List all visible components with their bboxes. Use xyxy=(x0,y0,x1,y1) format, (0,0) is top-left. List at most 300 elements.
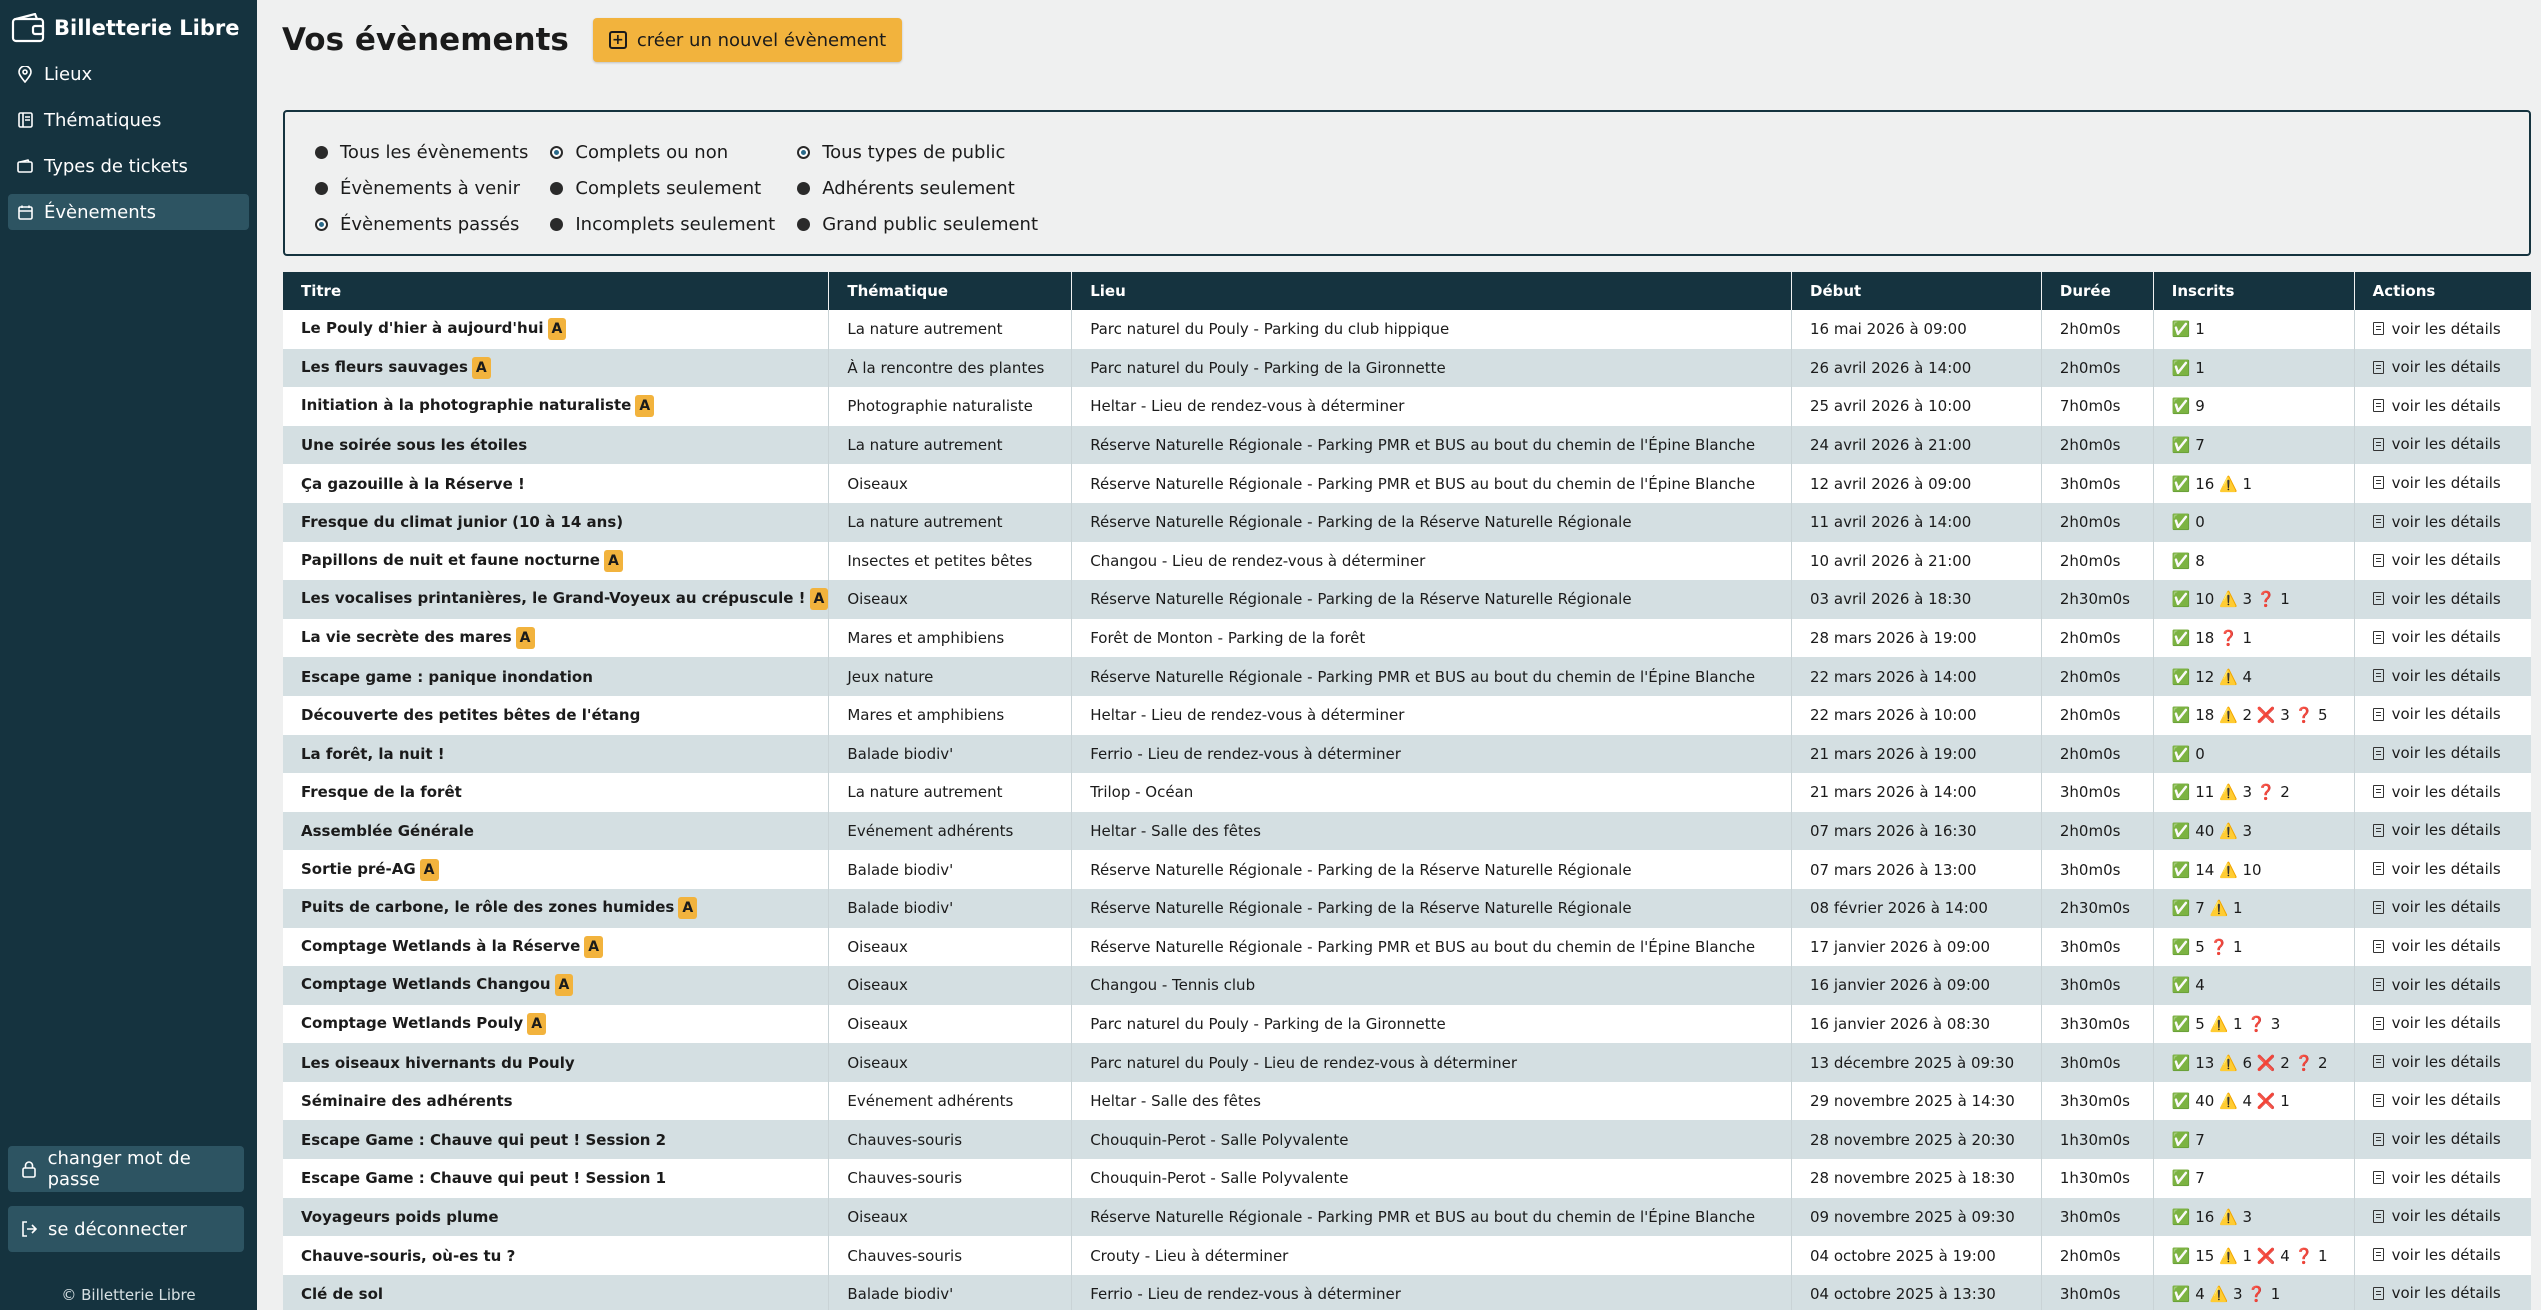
view-details-link[interactable] xyxy=(2373,821,2501,839)
document-icon xyxy=(2373,785,2384,798)
view-details-link[interactable] xyxy=(2373,397,2501,415)
sidebar-item-label: Types de tickets xyxy=(44,155,188,177)
document-icon xyxy=(2373,592,2384,605)
table-row[interactable] xyxy=(283,1198,2531,1237)
table-row[interactable] xyxy=(283,966,2531,1005)
create-event-label: créer un nouvel évènement xyxy=(636,29,887,51)
view-details-link[interactable] xyxy=(2373,1284,2501,1302)
cell-start: 13 décembre 2025 à 09:30 xyxy=(1792,1043,2042,1082)
cell-duration: 3h30m0s xyxy=(2041,1005,2153,1044)
cell-theme: Oiseaux xyxy=(829,966,1072,1005)
table-row[interactable] xyxy=(283,735,2531,774)
members-badge: A xyxy=(555,974,574,996)
cell-theme: Oiseaux xyxy=(829,1198,1072,1237)
radio-label: Complets ou non xyxy=(575,141,729,163)
cell-actions xyxy=(2354,735,2531,774)
cell-title xyxy=(283,1198,829,1237)
members-badge: A xyxy=(810,588,829,610)
table-row[interactable] xyxy=(283,1275,2531,1310)
cell-theme: Photographie naturaliste xyxy=(829,387,1072,426)
cell-title xyxy=(283,1159,829,1198)
view-details-link[interactable] xyxy=(2373,937,2501,955)
cell-duration: 3h0m0s xyxy=(2041,1198,2153,1237)
book-icon xyxy=(16,111,34,129)
view-details-label: voir les détails xyxy=(2391,821,2501,840)
view-details-label: voir les détails xyxy=(2391,859,2501,878)
table-row[interactable] xyxy=(283,773,2531,812)
cell-place: Heltar - Lieu de rendez-vous à déterminer xyxy=(1072,387,1792,426)
brand[interactable] xyxy=(0,0,257,56)
filter-past-events[interactable] xyxy=(315,206,528,242)
cell-duration: 2h30m0s xyxy=(2041,889,2153,928)
cell-place: Chouquin-Perot - Salle Polyvalente xyxy=(1072,1120,1792,1159)
filter-general-public-only[interactable] xyxy=(797,206,1038,242)
document-icon xyxy=(2373,824,2384,837)
cell-place: Ferrio - Lieu de rendez-vous à déterminer xyxy=(1072,735,1792,774)
column-header-theme[interactable]: Thématique xyxy=(829,272,1072,310)
cell-place: Réserve Naturelle Régionale - Parking de la Réserve Naturelle Régionale xyxy=(1072,580,1792,619)
document-icon xyxy=(2373,747,2384,760)
sidebar-item-evenements[interactable] xyxy=(8,194,249,230)
filter-group-fullness xyxy=(550,134,775,254)
cell-theme: Mares et amphibiens xyxy=(829,619,1072,658)
radio-label: Complets seulement xyxy=(575,177,762,199)
cell-actions xyxy=(2354,426,2531,465)
cell-start: 28 novembre 2025 à 18:30 xyxy=(1792,1159,2042,1198)
cell-title xyxy=(283,1236,829,1275)
cell-signups: ✅ 4 ⚠️ 3 ❓ 1 xyxy=(2153,1275,2354,1310)
cell-theme: Chauves-souris xyxy=(829,1159,1072,1198)
view-details-label: voir les détails xyxy=(2391,1284,2501,1303)
event-title: Les vocalises printanières, le Grand-Voyeux au crépuscule ! xyxy=(301,589,806,608)
cell-theme: À la rencontre des plantes xyxy=(829,349,1072,388)
cell-place: Forêt de Monton - Parking de la forêt xyxy=(1072,619,1792,658)
table-row[interactable] xyxy=(283,1120,2531,1159)
cell-title xyxy=(283,657,829,696)
cell-start: 16 janvier 2026 à 09:00 xyxy=(1792,966,2042,1005)
cell-place: Réserve Naturelle Régionale - Parking PMR et BUS au bout du chemin de l'Épine Blanche xyxy=(1072,464,1792,503)
filter-incomplete-only[interactable] xyxy=(550,206,775,242)
cell-start: 08 février 2026 à 14:00 xyxy=(1792,889,2042,928)
main-content xyxy=(257,0,2541,1310)
view-details-label: voir les détails xyxy=(2391,666,2501,685)
cell-theme: Balade biodiv' xyxy=(829,850,1072,889)
cell-title xyxy=(283,966,829,1005)
cell-theme: Chauves-souris xyxy=(829,1236,1072,1275)
view-details-label: voir les détails xyxy=(2391,975,2501,994)
cell-start: 17 janvier 2026 à 09:00 xyxy=(1792,928,2042,967)
view-details-label: voir les détails xyxy=(2391,589,2501,608)
cell-signups: ✅ 0 xyxy=(2153,735,2354,774)
view-details-link[interactable] xyxy=(2373,435,2501,453)
cell-place: Changou - Tennis club xyxy=(1072,966,1792,1005)
document-icon xyxy=(2373,669,2384,682)
cell-title xyxy=(283,580,829,619)
cell-theme: Mares et amphibiens xyxy=(829,696,1072,735)
cell-duration: 3h0m0s xyxy=(2041,850,2153,889)
cell-duration: 2h30m0s xyxy=(2041,580,2153,619)
event-title: Initiation à la photographie naturaliste xyxy=(301,396,632,415)
view-details-link[interactable] xyxy=(2373,551,2501,569)
cell-actions xyxy=(2354,773,2531,812)
members-badge: A xyxy=(678,897,697,919)
cell-theme: La nature autrement xyxy=(829,426,1072,465)
view-details-link[interactable] xyxy=(2373,628,2501,646)
view-details-link[interactable] xyxy=(2373,860,2501,878)
view-details-link[interactable] xyxy=(2373,1091,2501,1109)
view-details-link[interactable] xyxy=(2373,590,2501,608)
table-row[interactable] xyxy=(283,426,2531,465)
filter-group-public xyxy=(797,134,1038,254)
cell-signups: ✅ 16 ⚠️ 3 xyxy=(2153,1198,2354,1237)
view-details-link[interactable] xyxy=(2373,705,2501,723)
view-details-link[interactable] xyxy=(2373,1130,2501,1148)
view-details-label: voir les détails xyxy=(2391,1245,2501,1264)
view-details-link[interactable] xyxy=(2373,358,2501,376)
cell-duration: 3h30m0s xyxy=(2041,1082,2153,1121)
cell-signups: ✅ 9 xyxy=(2153,387,2354,426)
cell-theme: La nature autrement xyxy=(829,503,1072,542)
table-row[interactable] xyxy=(283,812,2531,851)
radio-label: Tous types de public xyxy=(822,141,1006,163)
cell-duration: 3h0m0s xyxy=(2041,928,2153,967)
cell-duration: 3h0m0s xyxy=(2041,464,2153,503)
cell-actions xyxy=(2354,1198,2531,1237)
column-header-actions: Actions xyxy=(2354,272,2531,310)
view-details-link[interactable] xyxy=(2373,744,2501,762)
cell-title xyxy=(283,773,829,812)
table-row[interactable] xyxy=(283,503,2531,542)
column-header-signups[interactable]: Inscrits xyxy=(2153,272,2354,310)
cell-start: 11 avril 2026 à 14:00 xyxy=(1792,503,2042,542)
view-details-label: voir les détails xyxy=(2391,512,2501,531)
sidebar-item-thematiques[interactable] xyxy=(8,102,249,138)
cell-signups: ✅ 18 ❓ 1 xyxy=(2153,619,2354,658)
events-table xyxy=(283,272,2531,1310)
event-title: Découverte des petites bêtes de l'étang xyxy=(301,706,641,725)
view-details-link[interactable] xyxy=(2373,783,2501,801)
cell-title xyxy=(283,619,829,658)
cell-signups: ✅ 0 xyxy=(2153,503,2354,542)
view-details-link[interactable] xyxy=(2373,898,2501,916)
cell-place: Réserve Naturelle Régionale - Parking de la Réserve Naturelle Régionale xyxy=(1072,850,1792,889)
filter-members-only[interactable] xyxy=(797,170,1038,206)
view-details-label: voir les détails xyxy=(2391,435,2501,454)
cell-signups: ✅ 12 ⚠️ 4 xyxy=(2153,657,2354,696)
cell-start: 21 mars 2026 à 19:00 xyxy=(1792,735,2042,774)
logout-label: se déconnecter xyxy=(48,1218,187,1240)
sidebar-item-label: Évènements xyxy=(44,201,157,223)
view-details-label: voir les détails xyxy=(2391,898,2501,917)
cell-place: Ferrio - Lieu de rendez-vous à déterminer xyxy=(1072,1275,1792,1310)
event-title: Sortie pré-AG xyxy=(301,859,416,878)
cell-title xyxy=(283,503,829,542)
view-details-label: voir les détails xyxy=(2391,628,2501,647)
cell-signups: ✅ 11 ⚠️ 3 ❓ 2 xyxy=(2153,773,2354,812)
cell-start: 21 mars 2026 à 14:00 xyxy=(1792,773,2042,812)
cell-theme: Evénement adhérents xyxy=(829,812,1072,851)
cell-actions xyxy=(2354,850,2531,889)
document-icon xyxy=(2373,1248,2384,1261)
members-badge: A xyxy=(420,859,439,881)
ticket-icon xyxy=(16,157,34,175)
view-details-link[interactable] xyxy=(2373,1014,2501,1032)
cell-place: Réserve Naturelle Régionale - Parking PMR et BUS au bout du chemin de l'Épine Blanche xyxy=(1072,928,1792,967)
view-details-link[interactable] xyxy=(2373,1053,2501,1071)
cell-place: Trilop - Océan xyxy=(1072,773,1792,812)
document-icon xyxy=(2373,862,2384,875)
event-title: Comptage Wetlands Changou xyxy=(301,975,551,994)
table-row[interactable] xyxy=(283,349,2531,388)
wallet-icon xyxy=(8,8,48,48)
event-title: Fresque de la forêt xyxy=(301,783,462,802)
cell-start: 28 mars 2026 à 19:00 xyxy=(1792,619,2042,658)
table-row[interactable] xyxy=(283,310,2531,349)
cell-actions xyxy=(2354,966,2531,1005)
column-header-duration[interactable]: Durée xyxy=(2041,272,2153,310)
document-icon xyxy=(2373,322,2384,335)
cell-duration: 2h0m0s xyxy=(2041,542,2153,581)
cell-title xyxy=(283,387,829,426)
column-header-title[interactable]: Titre xyxy=(283,272,829,310)
cell-title xyxy=(283,1275,829,1310)
cell-signups: ✅ 4 xyxy=(2153,966,2354,1005)
cell-start: 24 avril 2026 à 21:00 xyxy=(1792,426,2042,465)
cell-title xyxy=(283,426,829,465)
filter-full-only[interactable] xyxy=(550,170,775,206)
filter-all-events[interactable] xyxy=(315,134,528,170)
document-icon xyxy=(2373,708,2384,721)
cell-place: Chouquin-Perot - Salle Polyvalente xyxy=(1072,1159,1792,1198)
cell-theme: Oiseaux xyxy=(829,580,1072,619)
event-title: Le Pouly d'hier à aujourd'hui xyxy=(301,319,544,338)
cell-actions xyxy=(2354,503,2531,542)
radio-dot xyxy=(797,218,810,231)
view-details-link[interactable] xyxy=(2373,320,2501,338)
cell-actions xyxy=(2354,657,2531,696)
view-details-link[interactable] xyxy=(2373,667,2501,685)
cell-place: Parc naturel du Pouly - Parking de la Gironnette xyxy=(1072,349,1792,388)
view-details-label: voir les détails xyxy=(2391,1091,2501,1110)
cell-duration: 2h0m0s xyxy=(2041,310,2153,349)
cell-title xyxy=(283,464,829,503)
table-row[interactable] xyxy=(283,542,2531,581)
cell-actions xyxy=(2354,542,2531,581)
event-title: Clé de sol xyxy=(301,1285,384,1304)
filter-full-or-not[interactable] xyxy=(550,134,775,170)
radio-label: Évènements à venir xyxy=(340,177,521,199)
sidebar-item-lieux[interactable] xyxy=(8,56,249,92)
cell-duration: 3h0m0s xyxy=(2041,1043,2153,1082)
cell-duration: 2h0m0s xyxy=(2041,503,2153,542)
radio-dot-checked xyxy=(797,146,810,159)
cell-place: Crouty - Lieu à déterminer xyxy=(1072,1236,1792,1275)
sidebar-item-label: Thématiques xyxy=(44,109,162,131)
cell-place: Parc naturel du Pouly - Lieu de rendez-vous à déterminer xyxy=(1072,1043,1792,1082)
cell-start: 16 mai 2026 à 09:00 xyxy=(1792,310,2042,349)
document-icon xyxy=(2373,1287,2384,1300)
event-title: Voyageurs poids plume xyxy=(301,1207,499,1226)
members-badge: A xyxy=(527,1013,546,1035)
cell-theme: La nature autrement xyxy=(829,773,1072,812)
cell-place: Réserve Naturelle Régionale - Parking PMR et BUS au bout du chemin de l'Épine Blanche xyxy=(1072,426,1792,465)
cell-signups: ✅ 8 xyxy=(2153,542,2354,581)
cell-title xyxy=(283,1120,829,1159)
cell-start: 22 mars 2026 à 14:00 xyxy=(1792,657,2042,696)
cell-theme: Insectes et petites bêtes xyxy=(829,542,1072,581)
document-icon xyxy=(2373,1210,2384,1223)
cell-duration: 3h0m0s xyxy=(2041,966,2153,1005)
event-title: La forêt, la nuit ! xyxy=(301,744,445,763)
logout-icon xyxy=(20,1220,38,1238)
event-title: Escape Game : Chauve qui peut ! Session 2 xyxy=(301,1130,667,1149)
document-icon xyxy=(2373,399,2384,412)
view-details-link[interactable] xyxy=(2373,1169,2501,1187)
cell-start: 04 octobre 2025 à 13:30 xyxy=(1792,1275,2042,1310)
cell-start: 07 mars 2026 à 13:00 xyxy=(1792,850,2042,889)
cell-actions xyxy=(2354,387,2531,426)
lock-icon xyxy=(20,1160,38,1178)
cell-title xyxy=(283,349,829,388)
table-row[interactable] xyxy=(283,619,2531,658)
cell-signups: ✅ 16 ⚠️ 1 xyxy=(2153,464,2354,503)
cell-place: Parc naturel du Pouly - Parking du club hippique xyxy=(1072,310,1792,349)
cell-actions xyxy=(2354,1120,2531,1159)
event-title: Escape Game : Chauve qui peut ! Session 1 xyxy=(301,1169,667,1188)
cell-start: 28 novembre 2025 à 20:30 xyxy=(1792,1120,2042,1159)
table-row[interactable] xyxy=(283,889,2531,928)
cell-duration: 2h0m0s xyxy=(2041,426,2153,465)
cell-signups: ✅ 18 ⚠️ 2 ❌ 3 ❓ 5 xyxy=(2153,696,2354,735)
radio-label: Tous les évènements xyxy=(340,141,529,163)
cell-duration: 3h0m0s xyxy=(2041,1275,2153,1310)
cell-place: Réserve Naturelle Régionale - Parking PMR et BUS au bout du chemin de l'Épine Blanche xyxy=(1072,1198,1792,1237)
cell-place: Changou - Lieu de rendez-vous à déterminer xyxy=(1072,542,1792,581)
view-details-label: voir les détails xyxy=(2391,551,2501,570)
cell-place: Heltar - Lieu de rendez-vous à déterminer xyxy=(1072,696,1792,735)
cell-duration: 1h30m0s xyxy=(2041,1120,2153,1159)
cell-theme: Balade biodiv' xyxy=(829,735,1072,774)
event-title: Comptage Wetlands Pouly xyxy=(301,1013,524,1032)
cell-theme: Oiseaux xyxy=(829,1005,1072,1044)
cell-title xyxy=(283,928,829,967)
table-row[interactable] xyxy=(283,1236,2531,1275)
document-icon xyxy=(2373,554,2384,567)
create-event-button[interactable] xyxy=(593,18,902,62)
table-row[interactable] xyxy=(283,580,2531,619)
cell-place: Heltar - Salle des fêtes xyxy=(1072,812,1792,851)
cell-actions xyxy=(2354,812,2531,851)
document-icon xyxy=(2373,1094,2384,1107)
cell-title xyxy=(283,1082,829,1121)
cell-duration: 2h0m0s xyxy=(2041,735,2153,774)
filter-all-public[interactable] xyxy=(797,134,1038,170)
cell-start: 09 novembre 2025 à 09:30 xyxy=(1792,1198,2042,1237)
view-details-label: voir les détails xyxy=(2391,782,2501,801)
cell-theme: Oiseaux xyxy=(829,1043,1072,1082)
filter-upcoming-events[interactable] xyxy=(315,170,528,206)
event-title: La vie secrète des mares xyxy=(301,628,512,647)
event-title: Fresque du climat junior (10 à 14 ans) xyxy=(301,513,624,532)
logout-button[interactable] xyxy=(8,1206,244,1252)
table-row[interactable] xyxy=(283,1159,2531,1198)
cell-start: 07 mars 2026 à 16:30 xyxy=(1792,812,2042,851)
view-details-link[interactable] xyxy=(2373,513,2501,531)
document-icon xyxy=(2373,361,2384,374)
table-row[interactable] xyxy=(283,387,2531,426)
column-header-place[interactable]: Lieu xyxy=(1072,272,1792,310)
cell-actions xyxy=(2354,1236,2531,1275)
table-row[interactable] xyxy=(283,1043,2531,1082)
cell-actions xyxy=(2354,889,2531,928)
change-password-button[interactable] xyxy=(8,1146,244,1192)
document-icon xyxy=(2373,940,2384,953)
cell-start: 25 avril 2026 à 10:00 xyxy=(1792,387,2042,426)
cell-theme: Jeux nature xyxy=(829,657,1072,696)
table-row[interactable] xyxy=(283,1005,2531,1044)
cell-theme: Oiseaux xyxy=(829,928,1072,967)
view-details-link[interactable] xyxy=(2373,976,2501,994)
view-details-link[interactable] xyxy=(2373,1207,2501,1225)
cell-signups: ✅ 1 xyxy=(2153,310,2354,349)
cell-actions xyxy=(2354,619,2531,658)
cell-theme: Chauves-souris xyxy=(829,1120,1072,1159)
view-details-label: voir les détails xyxy=(2391,1207,2501,1226)
table-row[interactable] xyxy=(283,696,2531,735)
cell-theme: Oiseaux xyxy=(829,464,1072,503)
view-details-link[interactable] xyxy=(2373,1246,2501,1264)
cell-start: 10 avril 2026 à 21:00 xyxy=(1792,542,2042,581)
event-title: Puits de carbone, le rôle des zones humides xyxy=(301,898,675,917)
cell-place: Réserve Naturelle Régionale - Parking de la Réserve Naturelle Régionale xyxy=(1072,503,1792,542)
cell-place: Parc naturel du Pouly - Parking de la Gironnette xyxy=(1072,1005,1792,1044)
cell-signups: ✅ 5 ⚠️ 1 ❓ 3 xyxy=(2153,1005,2354,1044)
cell-signups: ✅ 15 ⚠️ 1 ❌ 4 ❓ 1 xyxy=(2153,1236,2354,1275)
table-row[interactable] xyxy=(283,464,2531,503)
members-badge: A xyxy=(548,318,567,340)
cell-signups: ✅ 7 xyxy=(2153,1159,2354,1198)
event-title: Assemblée Générale xyxy=(301,822,474,841)
cell-start: 16 janvier 2026 à 08:30 xyxy=(1792,1005,2042,1044)
cell-signups: ✅ 1 xyxy=(2153,349,2354,388)
table-header-row xyxy=(283,272,2531,310)
table-row[interactable] xyxy=(283,657,2531,696)
column-header-start[interactable]: Début xyxy=(1792,272,2042,310)
cell-signups: ✅ 7 xyxy=(2153,426,2354,465)
members-badge: A xyxy=(472,357,491,379)
event-title: Comptage Wetlands à la Réserve xyxy=(301,936,581,955)
cell-start: 26 avril 2026 à 14:00 xyxy=(1792,349,2042,388)
members-badge: A xyxy=(604,550,623,572)
cell-duration: 2h0m0s xyxy=(2041,657,2153,696)
view-details-label: voir les détails xyxy=(2391,319,2501,338)
cell-signups: ✅ 40 ⚠️ 3 xyxy=(2153,812,2354,851)
table-row[interactable] xyxy=(283,928,2531,967)
cell-title xyxy=(283,812,829,851)
document-icon xyxy=(2373,1055,2384,1068)
radio-label: Grand public seulement xyxy=(822,213,1039,235)
radio-dot xyxy=(315,182,328,195)
members-badge: A xyxy=(516,627,535,649)
view-details-link[interactable] xyxy=(2373,474,2501,492)
sidebar-item-types-de-tickets[interactable] xyxy=(8,148,249,184)
view-details-label: voir les détails xyxy=(2391,396,2501,415)
cell-start: 12 avril 2026 à 09:00 xyxy=(1792,464,2042,503)
table-row[interactable] xyxy=(283,1082,2531,1121)
document-icon xyxy=(2373,901,2384,914)
cell-duration: 2h0m0s xyxy=(2041,812,2153,851)
table-row[interactable] xyxy=(283,850,2531,889)
